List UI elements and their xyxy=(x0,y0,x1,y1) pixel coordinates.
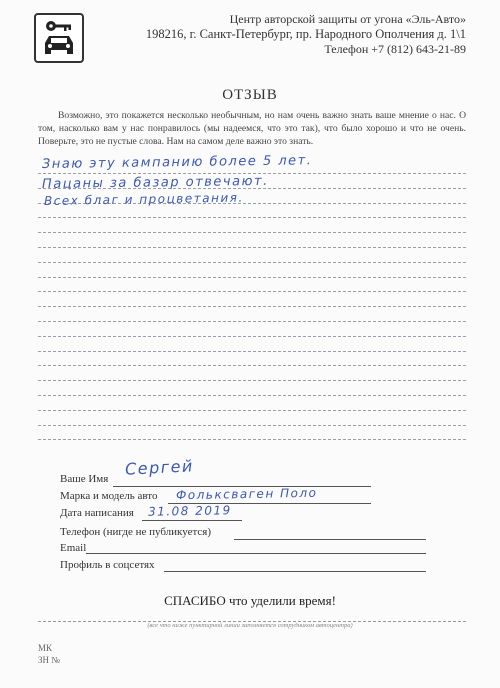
company-phone: Телефон +7 (812) 643-21-89 xyxy=(324,42,466,56)
ruled-line xyxy=(38,336,466,337)
name-label: Ваше Имя xyxy=(60,473,109,485)
form-title: ОТЗЫВ xyxy=(222,87,278,103)
handwritten-review-line: Всех благ и процветания. xyxy=(43,190,244,208)
email-field[interactable] xyxy=(86,553,426,554)
thanks-message: СПАСИБО что уделили время! xyxy=(164,593,336,608)
car-label: Марка и модель авто xyxy=(60,490,158,502)
date-field[interactable] xyxy=(142,520,242,521)
company-info xyxy=(146,12,466,57)
company-address: 198216, г. Санкт-Петербург, пр. Народного Ополчения д. 1\1 xyxy=(145,27,466,41)
logo-graphic xyxy=(36,15,82,61)
form-intro: Возможно, это покажется несколько необычным, но нам очень важно знать ваше мнение о нас. О том, насколько вам у нас понравилось (мы надеемся, что это так), что было хорошо и что не очень. Поверьте, это не пустые слова. Нам на самом деле важно это знать. xyxy=(38,110,466,147)
phone-field[interactable] xyxy=(234,539,426,540)
company-logo xyxy=(34,13,84,63)
ruled-line xyxy=(38,321,466,322)
social-label: Профиль в соцсетях xyxy=(60,559,155,571)
ruled-line xyxy=(38,395,466,396)
code-mk: МК xyxy=(38,643,53,653)
ruled-line xyxy=(38,410,466,411)
phone-label: Телефон (нигде не публикуется) xyxy=(60,526,212,538)
ruled-line xyxy=(38,351,466,352)
key-icon xyxy=(46,21,71,31)
date-label: Дата написания xyxy=(60,507,134,519)
ruled-line xyxy=(38,291,466,292)
car-value: Фольксваген Поло xyxy=(175,485,318,503)
ruled-line xyxy=(38,425,466,426)
ruled-line xyxy=(38,247,466,248)
social-field[interactable] xyxy=(164,571,426,572)
date-value: 31.08 2019 xyxy=(147,503,232,519)
handwritten-review-line: Пацаны за базар отвечают. xyxy=(41,173,269,192)
ruled-line xyxy=(38,365,466,366)
email-label: Email xyxy=(60,542,87,554)
ruled-line xyxy=(38,232,466,233)
name-value: Сергей xyxy=(124,456,195,479)
staff-note: (все что ниже пунктирной линии заполняется сотрудником автоцентра) xyxy=(147,622,353,629)
ruled-line xyxy=(38,306,466,307)
ruled-line xyxy=(38,277,466,278)
ruled-line xyxy=(38,217,466,218)
ruled-line xyxy=(38,439,466,440)
ruled-line xyxy=(38,262,466,263)
car-icon xyxy=(45,36,73,54)
code-zn: ЗН № xyxy=(38,655,60,665)
ruled-line xyxy=(38,380,466,381)
company-name: Центр авторской защиты от угона «Эль-Авто» xyxy=(229,12,466,26)
handwritten-review-line: Знаю эту кампанию более 5 лет. xyxy=(41,153,313,172)
